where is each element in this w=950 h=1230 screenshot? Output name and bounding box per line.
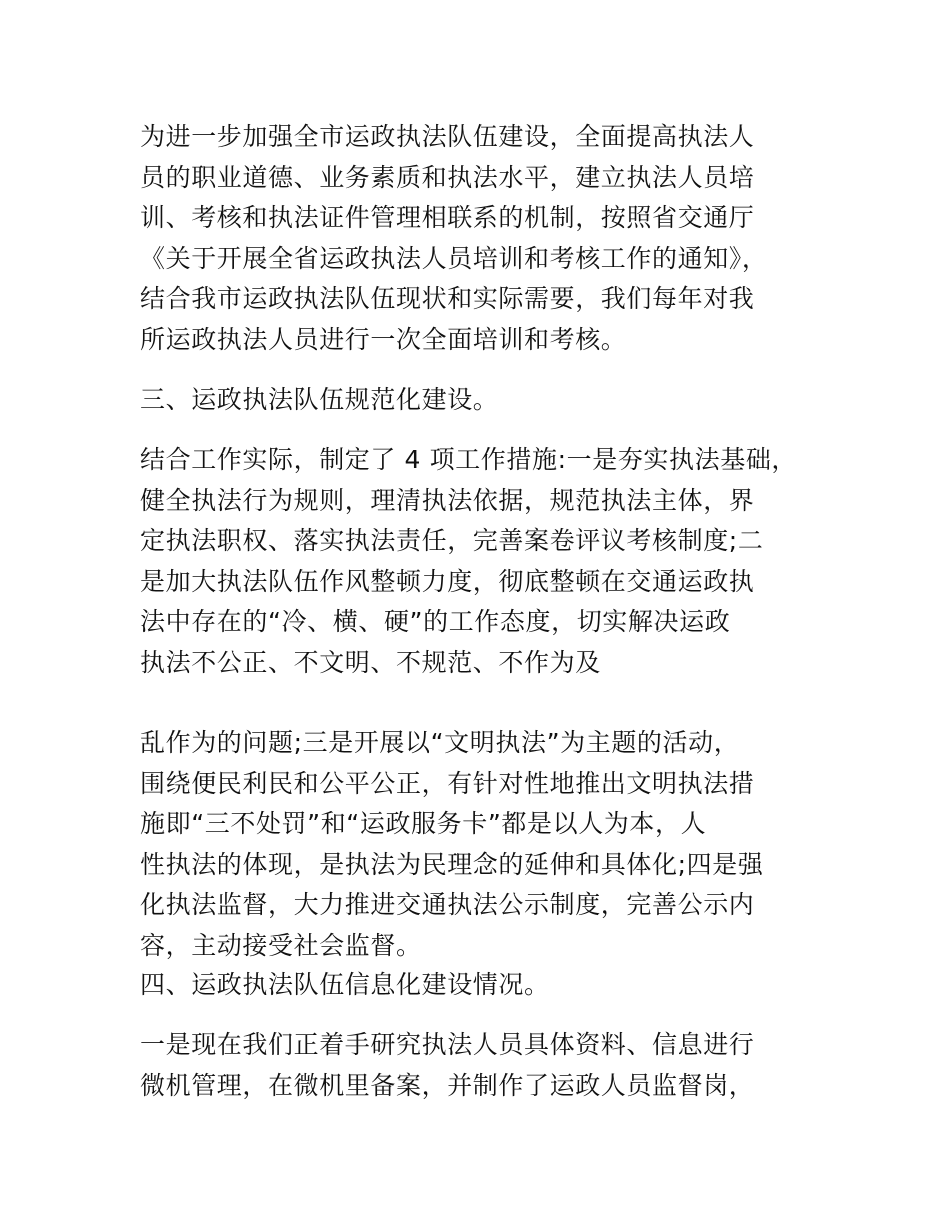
text-line: 执法不公正、不文明、不规范、不作为及 [140,647,601,677]
paragraph-civilized-enforcement [140,723,840,966]
text-line: 围绕便民利民和公平公正，有针对性地推出文明执法措 [140,768,755,798]
text-line: 微机管理，在微机里备案，并制作了运政人员监督岗， [140,1070,755,1100]
text-line: 定执法职权、落实执法责任，完善案卷评议考核制度;二 [140,526,764,555]
text-line: 结合我市运政执法队伍现状和实际需要，我们每年对我 [140,284,755,313]
text-line: 所运政执法人员进行一次全面培训和考核。 [140,324,627,354]
text-line: 《关于开展全省运政执法人员培训和考核工作的通知》， [140,243,768,273]
text-line: 员的职业道德、业务素质和执法水平，建立执法人员培 [140,162,755,192]
text-line: 施即“三不处罚”和“运政服务卡”都是以人为本，人 [140,809,707,838]
text-line: 为进一步加强全市运政执法队伍建设，全面提高执法人 [140,122,755,151]
text-line: 化执法监督，大力推进交通执法公示制度，完善公示内 [140,890,755,919]
section-heading: 四、运政执法队伍信息化建设情况。 [140,970,550,999]
paragraph-work-measures [140,440,840,683]
text-line: 性执法的体现，是执法为民理念的延伸和具体化;四是强 [140,849,764,879]
section-heading-standardization [140,380,840,421]
section-heading: 三、运政执法队伍规范化建设。 [140,385,499,414]
text-line: 乱作为的问题;三是开展以“文明执法”为主题的活动， [140,728,740,757]
section-heading-informatization [140,965,840,1006]
text-line: 结合工作实际，制定了 4 项工作措施:一是夯实执法基础， [140,445,798,474]
paragraph-team-building-training [140,117,840,360]
paragraph-informatization-details [140,1025,840,1106]
text-line: 健全执法行为规则，理清执法依据，规范执法主体，界 [140,485,755,515]
text-line: 训、考核和执法证件管理相联系的机制，按照省交通厅 [140,203,755,232]
text-line: 容，主动接受社会监督。 [140,930,422,960]
text-line: 是加大执法队伍作风整顿力度，彻底整顿在交通运政执 [140,566,755,596]
text-line: 法中存在的“冷、横、硬”的工作态度，切实解决运政 [140,607,731,636]
text-line: 一是现在我们正着手研究执法人员具体资料、信息进行 [140,1030,755,1059]
